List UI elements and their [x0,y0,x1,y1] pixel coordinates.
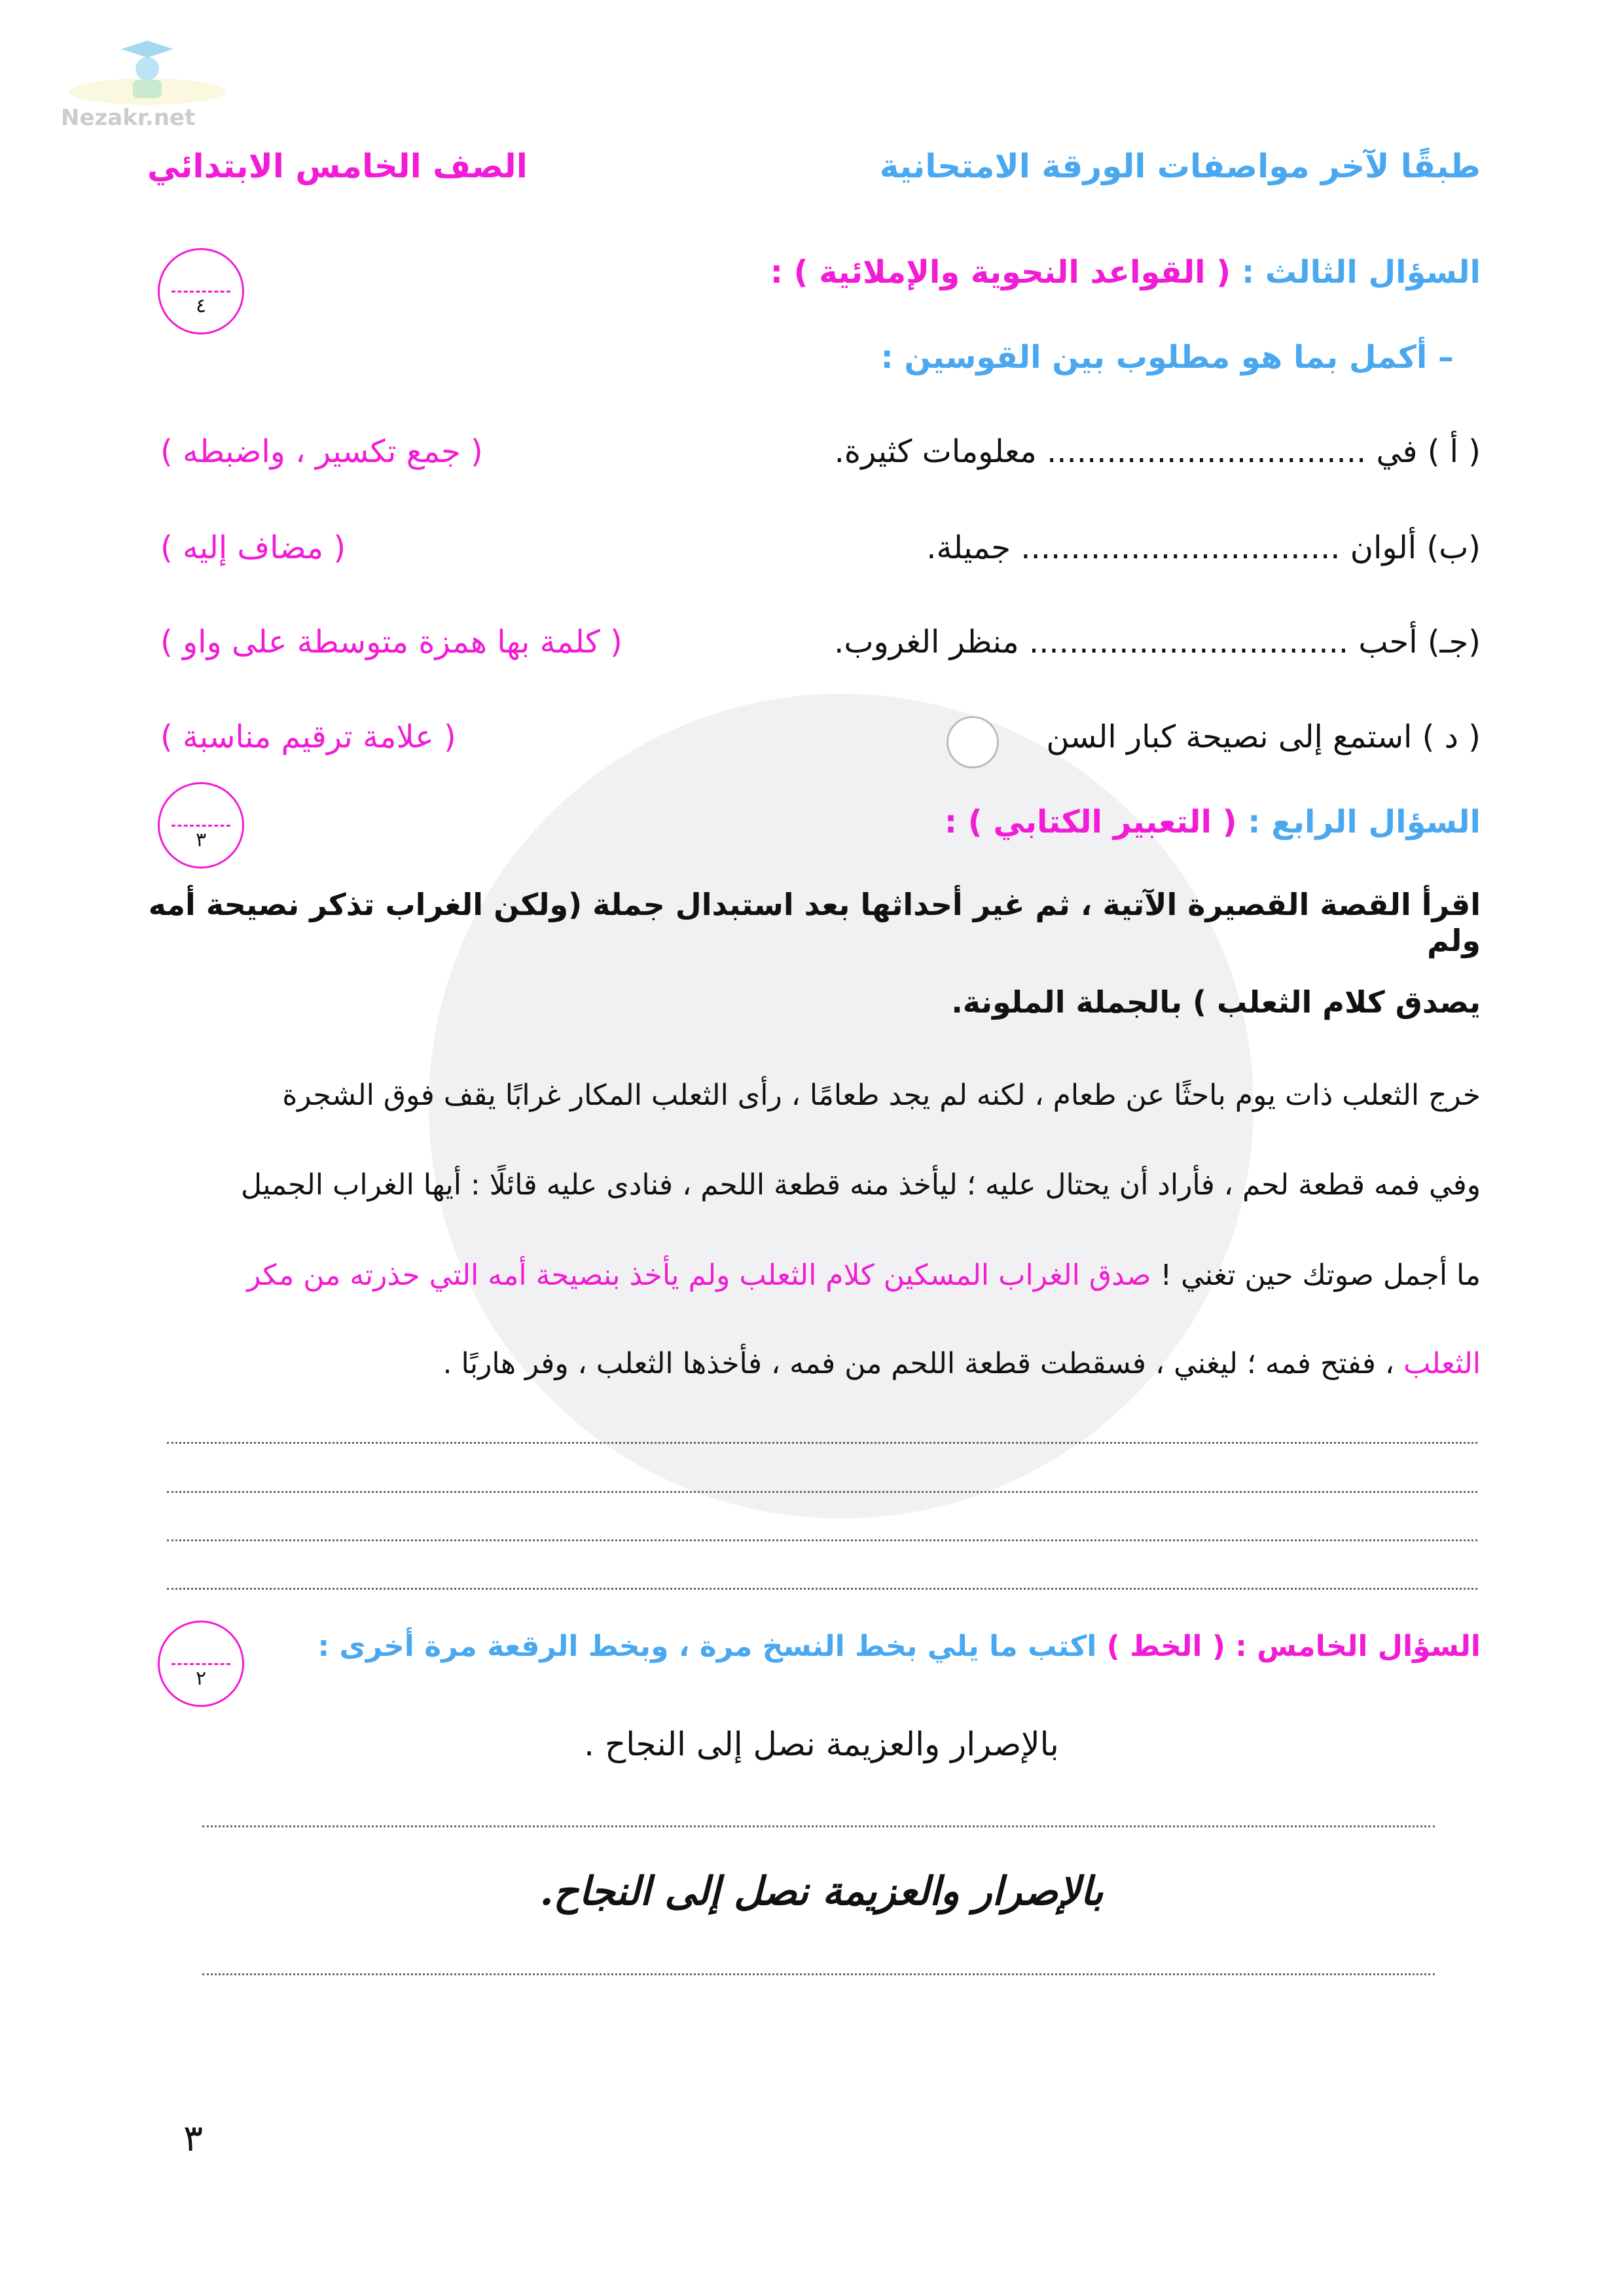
answer-line[interactable] [167,1442,1477,1444]
question4-title [945,804,1481,840]
logo-text: Nezakr.net [61,105,196,131]
grade-title: الصف الخامس الابتدائي [147,147,528,185]
question5-instruction: اكتب ما يلي بخط النسخ مرة ، وبخط الرقعة مرة أخرى : [317,1630,1107,1663]
score-circle [158,1621,244,1707]
page-number: ٣ [183,2117,204,2160]
question4-label: السؤال الرابع : [1248,804,1481,840]
answer-line[interactable] [167,1588,1477,1590]
score-circle [158,782,244,869]
question4-prompt-line1: اقرأ القصة القصيرة الآتية ، ثم غير أحداثها بعد استبدال جملة (ولكن الغراب تذكر نصيحة أمه ولم [148,887,1481,959]
q3-item-a: ( أ ) في ................................ معلومات كثيرة. [834,433,1481,470]
logo [56,39,239,137]
q3-hint-d: ( علامة ترقيم مناسبة ) [160,719,456,755]
score-value: ٣ [195,829,207,852]
story-text: ، ففتح فمه ؛ ليغني ، فسقطت قطعة اللحم من فمه ، فأخذها الثعلب ، وفر هاربًا . [442,1347,1404,1380]
question4-topic: ( التعبير الكتابي ) : [944,804,1237,840]
ruqaa-sentence: بالإصرار والعزيمة نصل إلى النجاح. [539,1869,1104,1914]
question5-label: السؤال الخامس : [1235,1630,1481,1663]
question4-prompt-line2: يصدق كلام الثعلب ) بالجملة الملونة. [951,984,1481,1020]
question3-label: السؤال الثالث : [1241,254,1481,291]
score-value: ٢ [195,1667,207,1690]
q3-hint-b: ( مضاف إليه ) [160,529,346,566]
story-line3 [145,1259,1481,1293]
question3-topic: ( القواعد النحوية والإملائية ) : [770,254,1231,291]
question3-instruction: – أكمل بما هو مطلوب بين القوسين : [880,339,1454,376]
q3-item-c: (جـ) أحب ................................ منظر الغروب. [834,624,1481,660]
story-line2: وفي فمه قطعة لحم ، فأراد أن يحتال عليه ؛ ليأخذ منه قطعة اللحم ، فنادى عليه قائلًا : أيها الغراب الجميل [240,1168,1481,1202]
story-line1: خرج الثعلب ذات يوم باحثًا عن طعام ، لكنه لم يجد طعامًا ، رأى الثعلب المكار غرابًا يقف فوق الشجرة [282,1079,1481,1112]
answer-line[interactable] [167,1539,1477,1541]
header-title: طبقًا لآخر مواصفات الورقة الامتحانية [879,147,1481,185]
answer-line[interactable] [202,1825,1435,1827]
score-value: ٤ [195,295,207,317]
story-text: ما أجمل صوتك حين تغني ! [1151,1259,1481,1292]
q3-hint-a: ( جمع تكسير ، واضبطه ) [160,433,483,470]
story-line4 [145,1347,1481,1382]
answer-line[interactable] [167,1491,1477,1493]
q3-item-b: (ب) ألوان ................................ جميلة. [926,529,1481,566]
colored-sentence: صدق الغراب المسكين كلام الثعلب ولم يأخذ بنصيحة أمه التي حذرته من مكر [247,1259,1151,1292]
score-circle [158,248,244,334]
question5-topic: ( الخط ) [1106,1630,1225,1663]
q3-hint-c: ( كلمة بها همزة متوسطة على واو ) [160,624,623,660]
punctuation-blank-circle[interactable] [947,716,999,768]
colored-sentence-end: الثعلب [1403,1347,1481,1380]
q3-item-d: ( د ) استمع إلى نصيحة كبار السن [1046,719,1481,755]
question3-title [770,254,1481,291]
answer-line[interactable] [202,1973,1435,1975]
naskh-sentence: بالإصرار والعزيمة نصل إلى النجاح . [584,1725,1059,1763]
question5-title [317,1630,1481,1663]
